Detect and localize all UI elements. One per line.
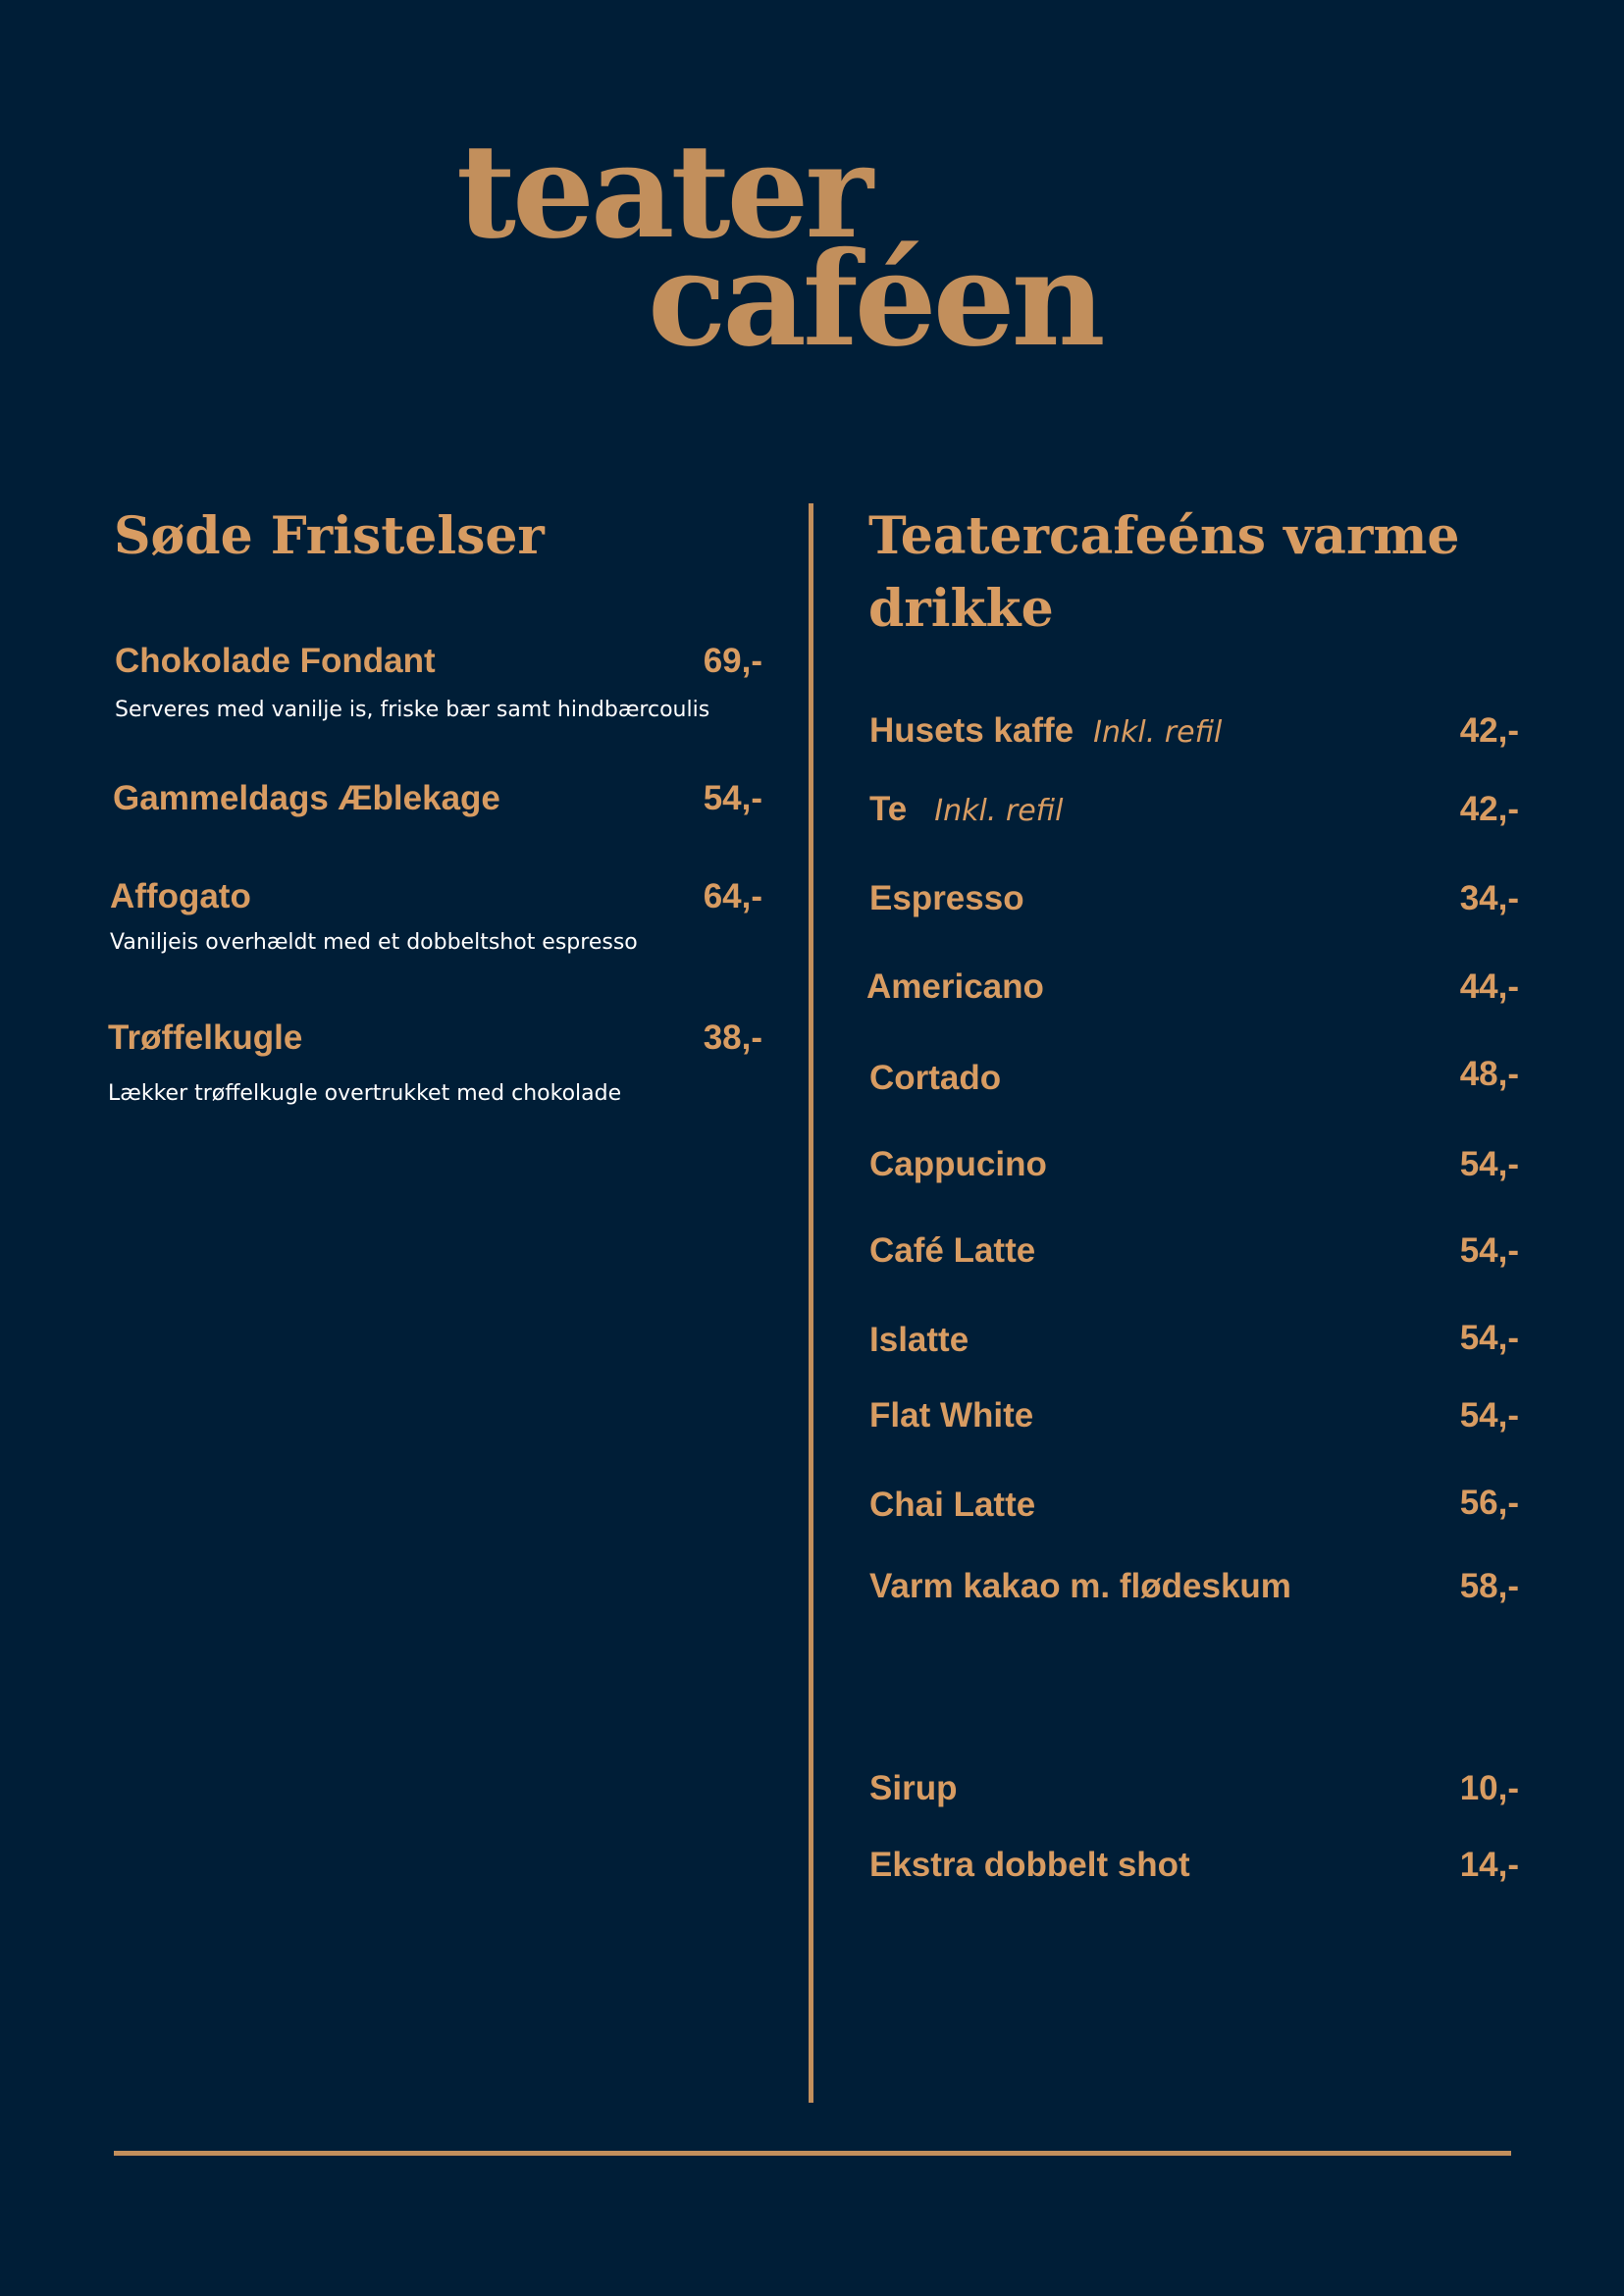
menu-item-description: Lækker trøffelkugle overtrukket med chokolade	[108, 1081, 622, 1106]
menu-item-price: 34,-	[1459, 879, 1519, 917]
menu-item-price: 69,-	[703, 642, 762, 680]
menu-item-name: Gammeldags Æblekage	[113, 779, 500, 817]
menu-item-name: Chokolade Fondant	[115, 642, 436, 680]
vertical-divider	[809, 503, 813, 2103]
menu-item-price: 54,-	[1459, 1319, 1519, 1357]
extra-item-price: 10,-	[1459, 1769, 1519, 1807]
menu-item-name	[869, 788, 1063, 833]
menu-item-price: 54,-	[703, 779, 762, 817]
extra-item-name: Ekstra dobbelt shot	[869, 1846, 1190, 1884]
extra-item-price: 14,-	[1459, 1846, 1519, 1884]
menu-item-description: Serveres med vanilje is, friske bær samt hindbærcoulis	[115, 698, 710, 722]
section-title-desserts: Søde Fristelser	[114, 506, 545, 566]
menu-item-price: 58,-	[1459, 1567, 1519, 1605]
menu-item-price: 54,-	[1459, 1396, 1519, 1435]
menu-item-price: 44,-	[1459, 967, 1519, 1006]
menu-item-name: Cortado	[869, 1059, 1002, 1097]
menu-item-price: 42,-	[1459, 711, 1519, 750]
section-title-hot-drinks: Teatercafeéns varme drikke	[868, 506, 1460, 639]
menu-item-name: Café Latte	[869, 1231, 1036, 1270]
menu-item-description: Vaniljeis overhældt med et dobbeltshot espresso	[110, 930, 638, 955]
logo-line-2: caféen	[648, 224, 1102, 376]
menu-item-price: 38,-	[703, 1018, 762, 1057]
menu-item-name: Varm kakao m. flødeskum	[869, 1567, 1291, 1605]
menu-item-price: 42,-	[1459, 790, 1519, 828]
menu-item-note: Inkl. refil	[1093, 715, 1223, 750]
extra-item-name: Sirup	[869, 1769, 958, 1807]
menu-item-name: Flat White	[869, 1396, 1034, 1435]
menu-item-name: Affogato	[110, 877, 251, 915]
menu-item-note: Inkl. refil	[934, 794, 1064, 828]
logo-line-1: teater	[456, 116, 869, 268]
logo	[0, 116, 1624, 376]
menu-item-price: 48,-	[1459, 1055, 1519, 1093]
menu-item-label: Husets kaffe	[869, 711, 1074, 750]
menu-item-name: Cappucino	[869, 1145, 1047, 1183]
menu-item-name: Chai Latte	[869, 1486, 1036, 1524]
menu-item-price: 64,-	[703, 877, 762, 915]
menu-item-name: Trøffelkugle	[108, 1018, 303, 1057]
menu-item-name: Islatte	[869, 1321, 969, 1359]
menu-item-price: 54,-	[1459, 1145, 1519, 1183]
horizontal-divider	[114, 2151, 1511, 2156]
menu-item-name	[869, 709, 1222, 755]
menu-item-name: Americano	[866, 967, 1044, 1006]
menu-item-name: Espresso	[869, 879, 1024, 917]
menu-item-price: 54,-	[1459, 1231, 1519, 1270]
menu-item-label: Te	[869, 790, 908, 828]
menu-item-price: 56,-	[1459, 1484, 1519, 1522]
